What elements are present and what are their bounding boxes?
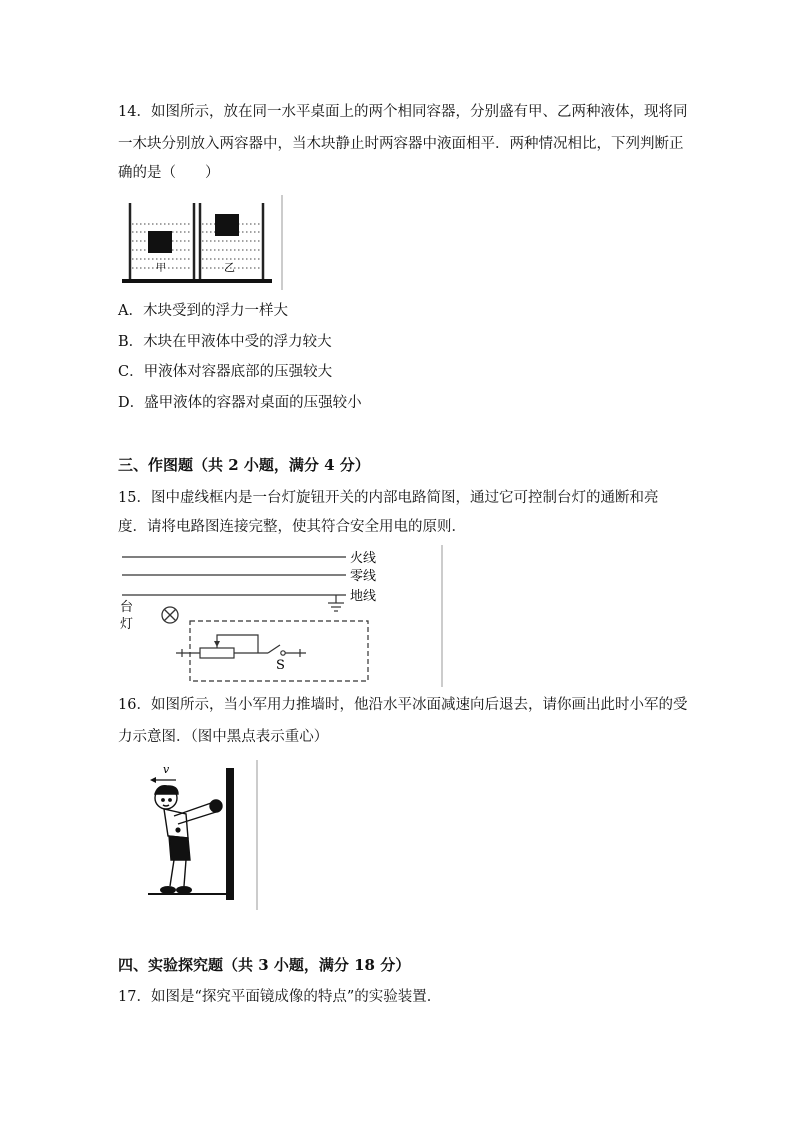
q14-text-line3: 确的是（ ） [118, 165, 220, 181]
lamp-icon [162, 607, 178, 623]
q17-text-line1: 17．如图是“探究平面镜成像的特点”的实验装置． [118, 989, 442, 1005]
q16-text-line2: 力示意图．（图中黑点表示重心） [118, 729, 329, 745]
boy-figure [155, 786, 222, 886]
q16-text-line1: 16．如图所示，当小军用力推墙时，他沿水平冰面减速向后退去，请你画出此时小军的受 [118, 697, 688, 713]
center-of-gravity-dot [175, 827, 180, 832]
section-4-heading: 四、实验探究题（共 3 小题，满分 18 分） [118, 956, 411, 974]
right-shoe [176, 886, 192, 894]
wooden-block-left [148, 231, 172, 253]
wall [226, 768, 234, 900]
q15-text-line1: 15．图中虚线框内是一台灯旋钮开关的内部电路简图，通过它可控制台灯的通断和亮 [118, 490, 659, 506]
q15-circuit-figure [118, 545, 444, 687]
option-b: B．木块在甲液体中受的浮力较大 [118, 334, 332, 350]
ground-symbol [328, 595, 344, 611]
switch-label: S [276, 658, 285, 673]
wooden-block-right [215, 214, 239, 236]
q14-text-line1: 14．如图所示，放在同一水平桌面上的两个相同容器，分别盛有甲、乙两种液体，现将同 [118, 104, 688, 120]
q16-push-wall-figure [138, 760, 263, 910]
lamp-label-1: 台 [120, 600, 134, 615]
velocity-label: v [163, 763, 170, 776]
option-c: C．甲液体对容器底部的压强较大 [118, 364, 333, 380]
live-wire-label: 火线 [350, 551, 377, 566]
lamp-label-2: 灯 [120, 617, 134, 632]
slider-arrow [214, 641, 220, 647]
q14-text-line2: 一木块分别放入两容器中，当木块静止时两容器中液面相平．两种情况相比，下列判断正 [118, 136, 684, 152]
rheostat [200, 648, 234, 658]
liquid-label-yi: 乙 [224, 261, 235, 274]
q14-containers-figure [120, 195, 285, 290]
neutral-wire-label: 零线 [350, 569, 377, 584]
section-3-heading: 三、作图题（共 2 小题，满分 4 分） [118, 456, 370, 474]
liquid-label-jia: 甲 [156, 263, 166, 274]
ground-wire-label: 地线 [350, 589, 377, 604]
q15-text-line2: 度．请将电路图连接完整，使其符合安全用电的原则． [118, 519, 466, 535]
switch-lever [268, 645, 280, 653]
left-shoe [160, 886, 176, 894]
table-surface [122, 279, 272, 283]
option-d: D．盛甲液体的容器对桌面的压强较小 [118, 395, 362, 411]
option-a: A．木块受到的浮力一样大 [118, 303, 288, 319]
